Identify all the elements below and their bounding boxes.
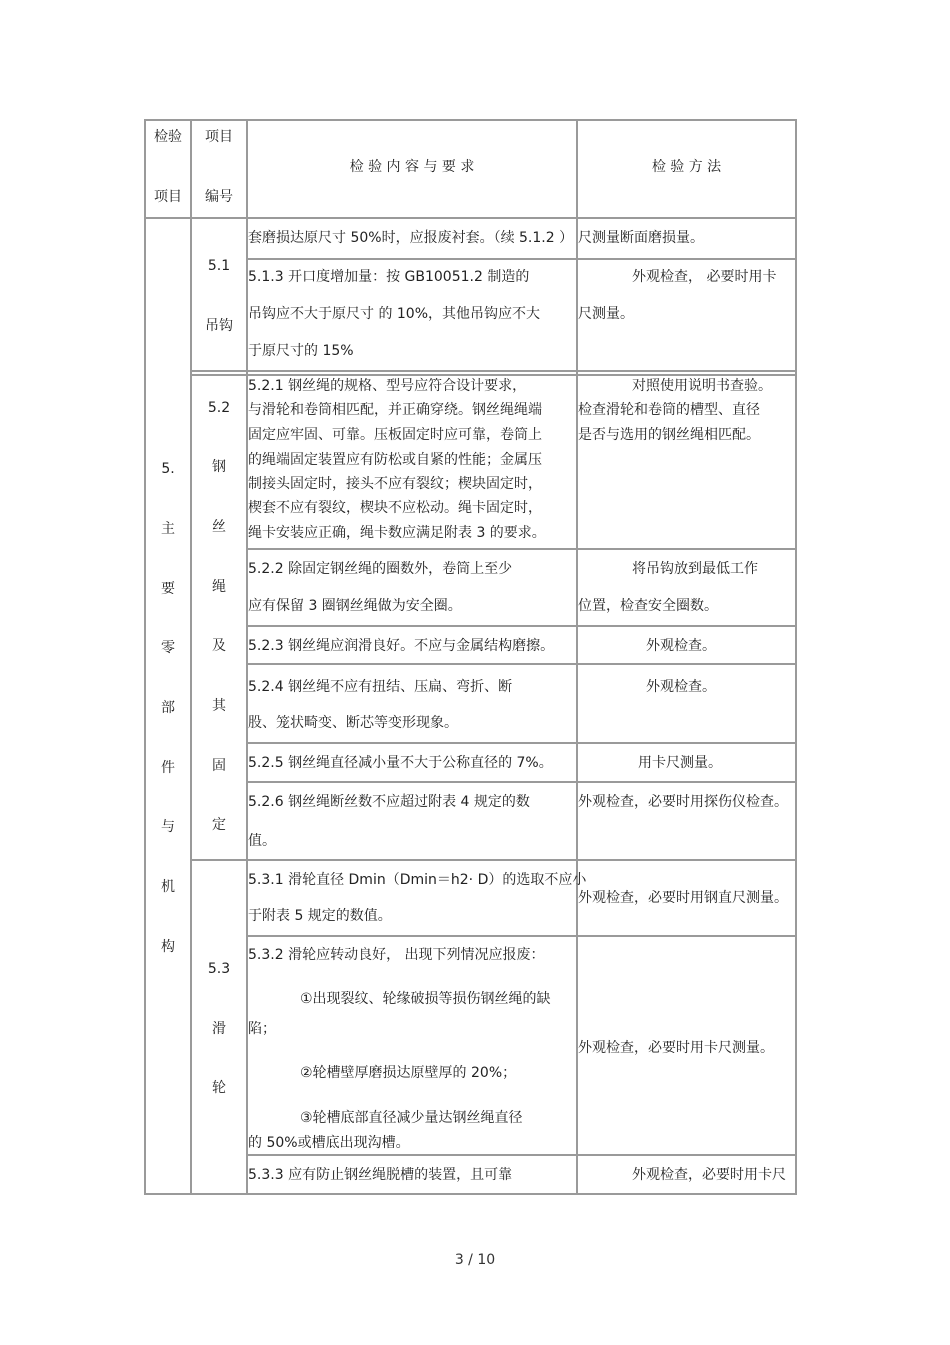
row-5-1-3-method-line: 外观检查， 必要时用卡: [632, 269, 777, 285]
group-5-2-name-char: 绳: [212, 579, 226, 595]
group-5-2-number: 5.2: [207, 400, 231, 416]
table-border: [246, 781, 797, 783]
header-col2-line2: 编号: [205, 189, 233, 205]
row-5-3-2-content-line: 5.3.2 滑轮应转动良好， 出现下列情况应报废：: [248, 947, 545, 963]
row-5-2-1-content-line: 5.2.1 钢丝绳的规格、型号应符合设计要求，: [248, 378, 527, 394]
table-border: [246, 625, 797, 627]
row-5-3-2-method-line: 外观检查，必要时用卡尺测量。: [578, 1040, 774, 1056]
row-5-2-1-method-line: 对照使用说明书查验。: [632, 378, 772, 394]
group-5-1-number: 5.1: [207, 258, 231, 274]
table-border: [246, 1154, 797, 1156]
table-border: [795, 119, 797, 1195]
section-number: 5.: [161, 461, 175, 477]
row-5-3-2-content-line: ②轮槽壁厚磨损达原壁厚的 20%；: [300, 1065, 517, 1081]
row-5-3-2-content-line: ①出现裂纹、轮缘破损等损伤钢丝绳的缺: [300, 991, 551, 1007]
row-5-1-3-content-line: 5.1.3 开口度增加量：按 GB10051.2 制造的: [248, 269, 530, 285]
row-5-2-1-content-line: 制接头固定时，接头不应有裂纹；楔块固定时，: [248, 476, 542, 492]
row-5-3-1-method-line: 外观检查，必要时用钢直尺测量。: [578, 890, 788, 906]
group-5-3-name-char: 滑: [212, 1021, 226, 1037]
page-number: 3 / 10: [454, 1252, 496, 1268]
table-border: [246, 935, 797, 937]
table-border: [190, 370, 797, 372]
row-5-3-3-method-line: 外观检查，必要时用卡尺: [632, 1167, 786, 1183]
row-5-2-1-content-line: 绳卡安装应正确，绳卡数应满足附表 3 的要求。: [248, 525, 546, 541]
group-5-2-name-char: 固: [212, 758, 226, 774]
group-5-2-name-char: 其: [212, 698, 226, 714]
section-title-char: 与: [161, 819, 175, 835]
section-title-char: 机: [161, 879, 175, 895]
row-5-3-1-content-line: 于附表 5 规定的数值。: [248, 908, 392, 924]
table-border: [576, 119, 578, 1195]
row-5-2-4-content-line: 股、笼状畸变、断芯等变形现象。: [248, 715, 458, 731]
group-5-2-name-char: 钢: [212, 459, 226, 475]
group-5-3-number: 5.3: [207, 961, 231, 977]
table-border: [144, 217, 797, 219]
row-5-1-3-content-line: 吊钩应不大于原尺寸 的 10%，其他吊钩应不大: [248, 306, 541, 322]
row-5-2-2-content-line: 5.2.2 除固定钢丝绳的圈数外，卷筒上至少: [248, 561, 513, 577]
header-method: 检 验 方 法: [651, 159, 722, 175]
row-5-2-4-content-line: 5.2.4 钢丝绳不应有扭结、压扁、弯折、断: [248, 679, 513, 695]
section-title-char: 零: [161, 640, 175, 656]
row-5-2-2-method-line: 将吊钩放到最低工作: [632, 561, 758, 577]
row-5-2-3-content-line: 5.2.3 钢丝绳应润滑良好。不应与金属结构磨擦。: [248, 638, 555, 654]
group-5-2-name-char: 及: [212, 638, 226, 654]
row-5-2-1-content-line: 固定应牢固、可靠。压板固定时应可靠，卷筒上: [248, 427, 542, 443]
table-border: [246, 663, 797, 665]
section-title-char: 主: [161, 521, 175, 537]
header-col2-line1: 项目: [205, 129, 233, 145]
row-5-2-3-method-line: 外观检查。: [646, 638, 716, 654]
section-title-char: 件: [161, 760, 175, 776]
row-5-2-6-method-line: 外观检查，必要时用探伤仪检查。: [578, 794, 788, 810]
section-title-char: 构: [161, 939, 175, 955]
row-5-2-4-method-line: 外观检查。: [646, 679, 716, 695]
table-border: [246, 548, 797, 550]
row-5-2-6-content-line: 5.2.6 钢丝绳断丝数不应超过附表 4 规定的数: [248, 794, 530, 810]
row-5-3-2-content-line: ③轮槽底部直径减少量达钢丝绳直径: [300, 1110, 523, 1126]
section-title-char: 部: [161, 700, 175, 716]
table-border: [190, 859, 797, 861]
header-col1-line2: 项目: [154, 189, 182, 205]
table-border: [144, 1193, 797, 1195]
table-border: [246, 219, 248, 1195]
section-title-char: 要: [161, 581, 175, 597]
row-5-3-3-content-line: 5.3.3 应有防止钢丝绳脱槽的装置，且可靠: [248, 1167, 513, 1183]
row-5-1-3-content-line: 于原尺寸的 15%: [248, 343, 354, 359]
header-col1-line1: 检验: [154, 129, 182, 145]
row-5-1-3-method-line: 尺测量。: [578, 306, 634, 322]
group-5-1-name: 吊钩: [205, 318, 233, 334]
header-content: 检 验 内 容 与 要 求: [349, 159, 475, 175]
row-5-1-2-method: 尺测量断面磨损量。: [578, 230, 704, 246]
row-5-1-2-content: 套磨损达原尺寸 50%时，应报废衬套。（续 5.1.2 ）: [248, 230, 574, 246]
group-5-2-name-char: 丝: [212, 519, 226, 535]
table-border: [246, 742, 797, 744]
row-5-3-2-content-line: 的 50%或槽底出现沟槽。: [248, 1135, 410, 1151]
row-5-2-6-content-line: 值。: [248, 833, 276, 849]
row-5-2-1-content-line: 与滑轮和卷筒相匹配，并正确穿绕。钢丝绳绳端: [248, 402, 542, 418]
row-5-2-1-content-line: 楔套不应有裂纹，楔块不应松动。绳卡固定时，: [248, 500, 542, 516]
row-5-3-1-content-line: 5.3.1 滑轮直径 Dmin（Dmin＝h2· D）的选取不应小: [248, 872, 587, 888]
group-5-2-name-char: 定: [212, 817, 226, 833]
row-5-2-1-method-line: 是否与选用的钢丝绳相匹配。: [578, 427, 760, 443]
table-border: [246, 258, 797, 260]
row-5-2-2-content-line: 应有保留 3 圈钢丝绳做为安全圈。: [248, 598, 462, 614]
row-5-2-2-method-line: 位置，检查安全圈数。: [578, 598, 718, 614]
row-5-2-5-content-line: 5.2.5 钢丝绳直径减小量不大于公称直径的 7%。: [248, 755, 553, 771]
group-5-3-name-char: 轮: [212, 1080, 226, 1096]
row-5-2-1-content-line: 的绳端固定装置应有防松或自紧的性能；金属压: [248, 452, 542, 468]
table-border: [144, 119, 797, 121]
row-5-2-5-method-line: 用卡尺测量。: [638, 755, 722, 771]
row-5-3-2-content-line: 陷；: [248, 1021, 276, 1037]
row-5-2-1-method-line: 检查滑轮和卷筒的槽型、直径: [578, 402, 760, 418]
